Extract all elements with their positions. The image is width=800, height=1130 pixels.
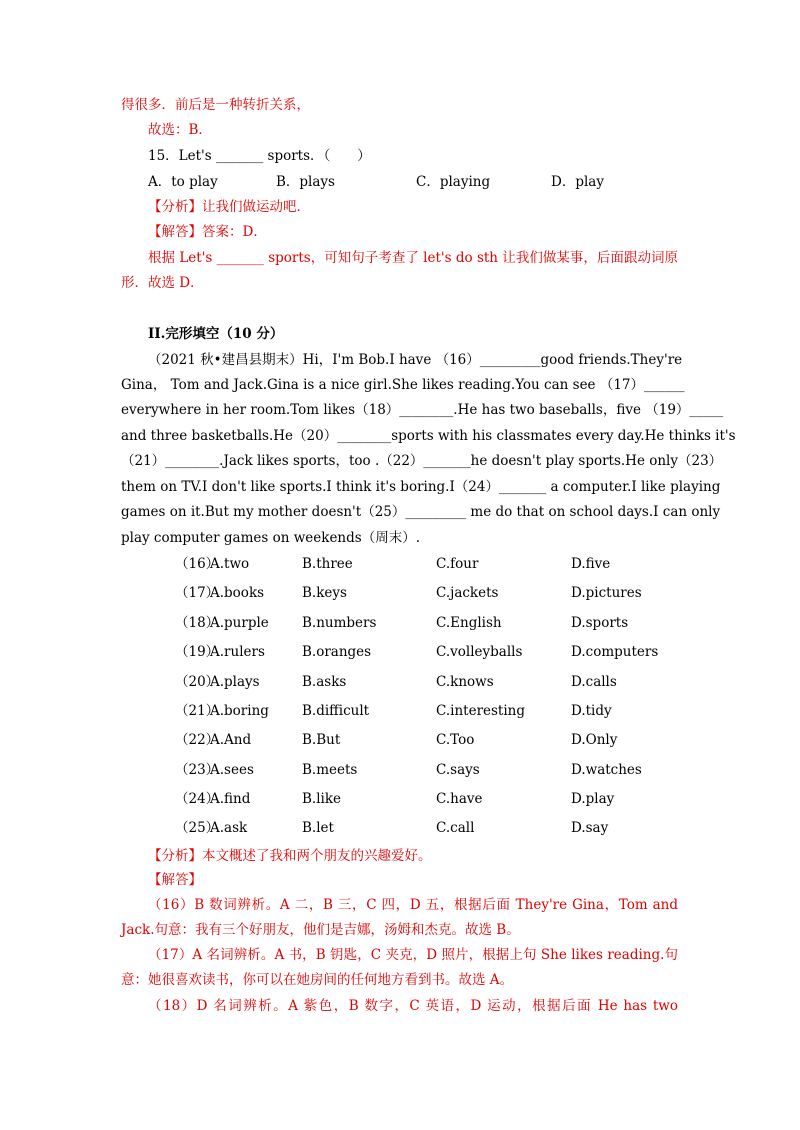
choice-d: D.watches [571,762,642,778]
choice-d: D.five [571,556,611,572]
passage-line: （2021 秋•建昌县期末）Hi，I'm Bob.I have （16）_________good friends.They're [148,352,683,368]
explanation-line: （17）A 名词辨析。A 书，B 钥匙，C 夹克，D 照片，根据上句 She likes reading.句 [148,947,678,963]
choice-a: A.ask [210,820,248,836]
choice-c: C.interesting [436,703,526,719]
choice-number: （25） [175,820,220,836]
choice-row [0,760,800,780]
choice-c: C.English [436,615,502,631]
passage-line: and three basketballs.He（20）________sports with his classmates every day.He thinks it's [121,428,736,444]
choice-a: A.books [210,585,265,601]
choice-row [0,789,800,809]
choice-row [0,818,800,838]
choice-a: A.sees [210,762,254,778]
choice-number: （19） [175,644,220,660]
choice-c: C.volleyballs [436,644,523,660]
choice-d: D.calls [571,674,617,690]
choice-a: A.two [210,556,250,572]
choice-number: （17） [175,585,220,601]
passage-line: Gina， Tom and Jack.Gina is a nice girl.She likes reading.You can see （17）______ [121,377,685,393]
answer-line: 故选：B． [148,122,212,138]
choice-a: A.boring [210,703,269,719]
choice-row [0,730,800,750]
question-15-analysis: 【分析】让我们做运动吧． [148,199,310,215]
choice-row [0,642,800,662]
choice-a: A.plays [210,674,260,690]
choice-row [0,583,800,603]
choice-number: （23） [175,762,220,778]
choice-c: C.Too [436,732,475,748]
choice-b: B.asks [302,674,347,690]
choice-number: （21） [175,703,220,719]
choice-b: B.let [302,820,334,836]
section-heading: II.完形填空（10 分） [148,326,284,342]
explanation-line: （18）D 名词辨析。A 紫色，B 数字，C 英语，D 运动，根据后面 He has two [148,998,678,1014]
question-15-stem: 15．Let's _______ sports．（ ） [148,148,371,164]
choice-b: B.keys [302,585,347,601]
choice-d: D.computers [571,644,659,660]
choice-c: C.says [436,762,480,778]
choice-number: （16） [175,556,220,572]
choice-d: D.Only [571,732,618,748]
choice-b: B.numbers [302,615,377,631]
choice-b: B.But [302,732,341,748]
passage-line: （21）________.Jack likes sports，too .（22）_______he doesn't play sports.He only（23） [121,453,723,469]
choice-b: B.three [302,556,353,572]
choice-row [0,613,800,633]
choice-row [0,701,800,721]
choice-a: A.And [210,732,252,748]
choice-d: D.pictures [571,585,642,601]
choice-b: B.oranges [302,644,372,660]
choice-d: D.say [571,820,609,836]
question-15-explain: 根据 Let's _______ sports，可知句子考查了 let's do sth 让我们做某事，后面跟动词原 [148,250,678,266]
choice-c: C.four [436,556,479,572]
choice-c: C.call [436,820,475,836]
section-analysis: 【分析】本文概述了我和两个朋友的兴趣爱好。 [148,848,432,864]
option-d: D．play [551,174,604,190]
choice-a: A.find [210,791,251,807]
passage-line: them on TV.I don't like sports.I think it's boring.I（24）_______ a computer.I like playing [121,479,721,495]
choice-c: C.have [436,791,483,807]
explanation-line: Jack.句意：我有三个好朋友，他们是吉娜，汤姆和杰克。故选 B。 [121,922,520,938]
choice-row [0,554,800,574]
choice-b: B.meets [302,762,358,778]
choice-number: （18） [175,615,220,631]
option-a: A．to play [148,174,218,190]
passage-line: games on it.But my mother doesn't（25）_________ me do that on school days.I can only [121,504,721,520]
question-15-options [0,172,800,192]
passage-line: everywhere in her room.Tom likes（18）________.He has two baseballs，five （19）_____ [121,402,724,418]
choice-d: D.play [571,791,615,807]
question-15-answer: 【解答】答案：D． [148,224,267,240]
option-b: B．plays [276,174,335,190]
choice-a: A.rulers [210,644,265,660]
passage-line: play computer games on weekends（周末）. [121,530,420,546]
section-answer-heading: 【解答】 [148,872,202,888]
choice-number: （22） [175,732,220,748]
choice-row [0,672,800,692]
explanation-line: 意：她很喜欢读书，你可以在她房间的任何地方看到书。故选 A。 [121,972,514,988]
choice-c: C.knows [436,674,494,690]
choice-d: D.sports [571,615,629,631]
choice-a: A.purple [210,615,269,631]
choice-number: （24） [175,791,220,807]
analysis-line: 得很多．前后是一种转折关系， [121,97,310,113]
choice-number: （20） [175,674,220,690]
choice-d: D.tidy [571,703,612,719]
choice-b: B.difficult [302,703,370,719]
choice-b: B.like [302,791,342,807]
choice-c: C.jackets [436,585,499,601]
question-15-explain-cont: 形．故选 D． [121,275,204,291]
explanation-line: （16）B 数词辨析。A 二，B 三，C 四，D 五，根据后面 They're Gina，Tom and [148,897,678,913]
option-c: C．playing [416,174,491,190]
